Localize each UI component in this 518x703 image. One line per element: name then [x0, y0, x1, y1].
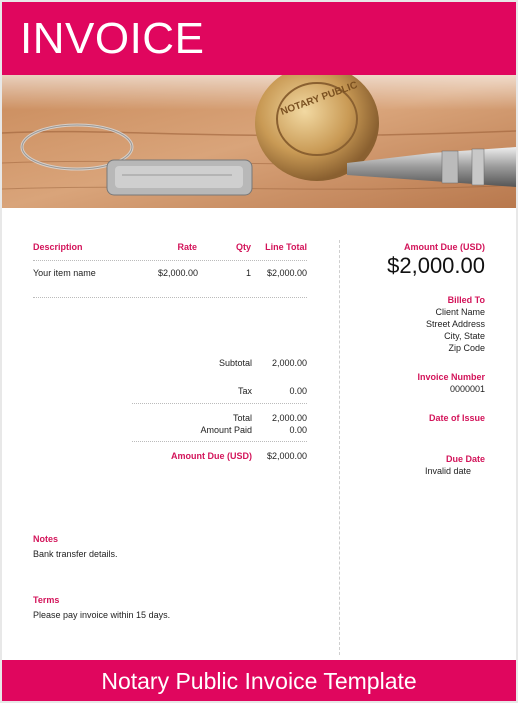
amount-due-label: Amount Due (USD)	[171, 451, 252, 461]
notes-text: Bank transfer details.	[33, 549, 118, 559]
paid-divider	[132, 441, 307, 442]
footer-title: Notary Public Invoice Template	[101, 668, 417, 694]
col-header-rate: Rate	[177, 242, 197, 252]
header-divider	[33, 260, 307, 261]
item-qty: 1	[245, 268, 251, 278]
billed-to-label: Billed To	[447, 295, 485, 305]
terms-text: Please pay invoice within 15 days.	[33, 610, 171, 620]
billed-to-zip-code: Zip Code	[448, 343, 485, 353]
tax-value: 0.00	[289, 386, 307, 396]
amount-paid-value: 0.00	[289, 425, 307, 435]
date-of-issue-label: Date of Issue	[428, 413, 485, 423]
col-header-description: Description	[33, 242, 83, 252]
column-separator	[339, 240, 340, 655]
due-date-label: Due Date	[445, 454, 485, 464]
terms-label: Terms	[33, 595, 60, 605]
header-photo	[2, 75, 516, 208]
item-rate: $2,000.00	[157, 268, 198, 278]
invoice-header	[2, 2, 516, 75]
invoice-number-value: 0000001	[449, 384, 485, 394]
col-header-qty: Qty	[235, 242, 251, 252]
col-header-line-total: Line Total	[265, 242, 307, 252]
subtotal-label: Subtotal	[218, 358, 252, 368]
sidebar-amount-due-label: Amount Due (USD)	[404, 242, 485, 252]
invoice-title: INVOICE	[20, 14, 205, 63]
stamp-engraving: NOTARY PUBLIC	[279, 79, 360, 118]
billed-to-client-name: Client Name	[435, 307, 485, 317]
amount-paid-label: Amount Paid	[200, 425, 252, 435]
billed-to-city-state: City, State	[444, 331, 485, 341]
notes-label: Notes	[33, 534, 59, 544]
billed-to-street-address: Street Address	[425, 319, 485, 329]
notary-stamp-photo	[2, 75, 516, 208]
sidebar-amount-due-value: $2,000.00	[387, 253, 485, 278]
total-label: Total	[232, 413, 252, 423]
amount-due-value: $2,000.00	[266, 451, 307, 461]
subtotal-value: 2,000.00	[271, 358, 307, 368]
row-divider	[33, 297, 307, 298]
total-value: 2,000.00	[271, 413, 307, 423]
tax-label: Tax	[237, 386, 252, 396]
tax-divider	[132, 403, 307, 404]
item-description: Your item name	[33, 268, 96, 278]
due-date-value: Invalid date	[424, 466, 471, 476]
invoice-number-label: Invoice Number	[417, 372, 485, 382]
invoice-footer	[2, 660, 516, 701]
item-line-total: $2,000.00	[266, 268, 307, 278]
